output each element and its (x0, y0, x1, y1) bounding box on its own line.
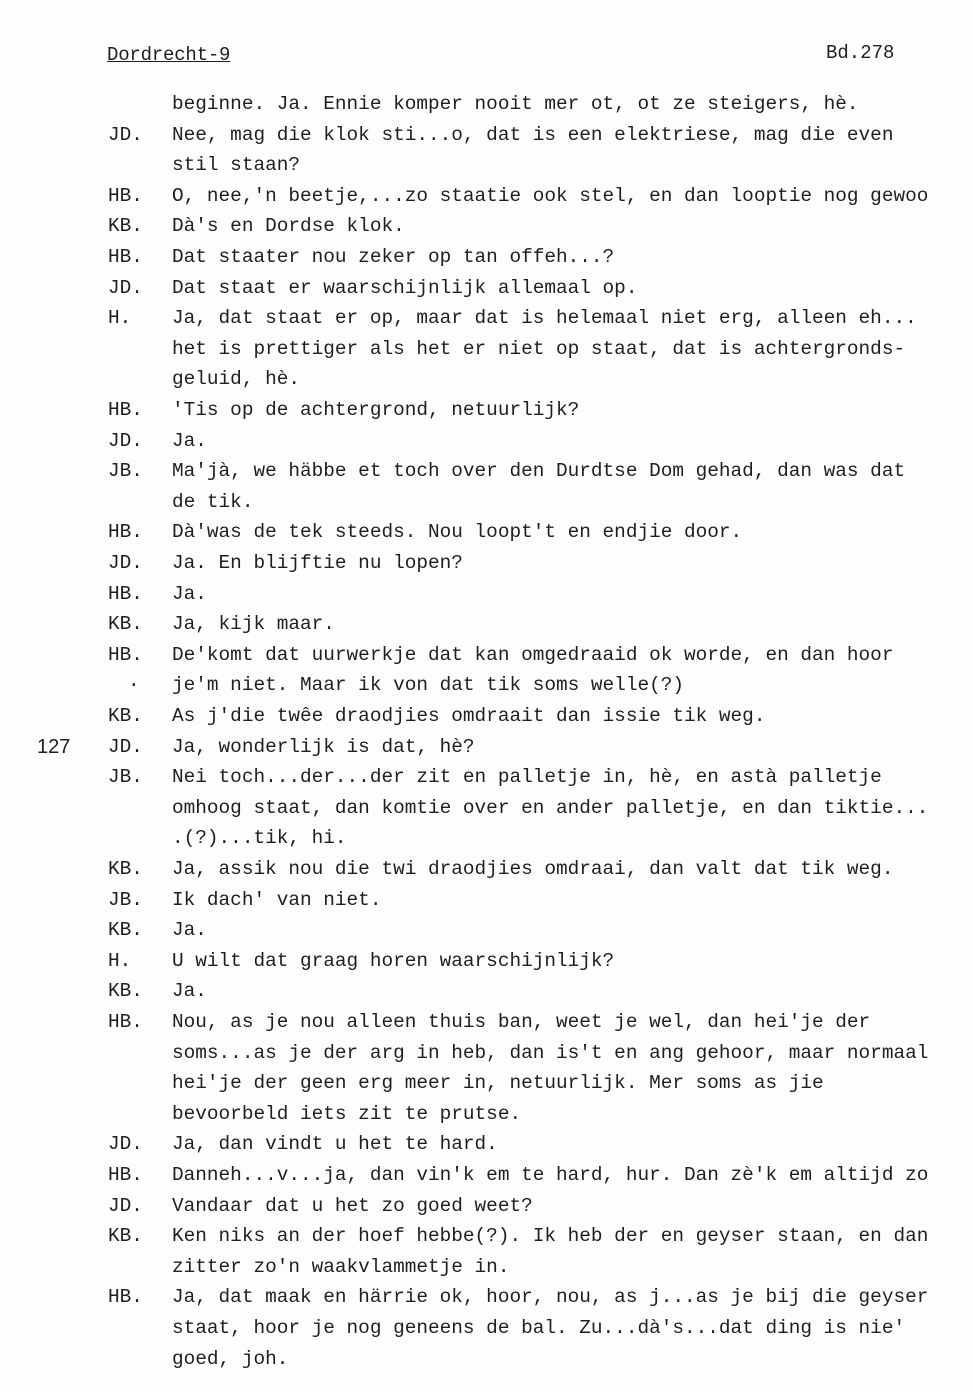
transcript-line (0, 430, 973, 460)
utterance-text: Ja. En blijftie nu lopen? (172, 552, 463, 574)
utterance-text: Ja. (172, 980, 207, 1003)
speaker-label: KB. (108, 858, 143, 880)
utterance-text: Ja, kijk maar. (172, 613, 335, 636)
margin-counter: 127 (37, 736, 71, 758)
transcript-line (0, 307, 973, 337)
transcript-line (0, 613, 973, 643)
transcript-line (0, 154, 973, 184)
transcript-line (0, 93, 973, 123)
utterance-text: Danneh...v...ja, dan vin'k em te hard, hur. Dan zè'k em altijd zo (172, 1164, 929, 1186)
utterance-text: Dat staat er waarschijnlijk allemaal op. (172, 276, 638, 299)
utterance-text: U wilt dat graag horen waarschijnlijk? (172, 949, 615, 972)
transcript-line (0, 950, 973, 980)
transcript-line (0, 460, 973, 490)
utterance-text: Nei toch...der...der zit en palletje in, hè, en astà palletje (172, 766, 882, 789)
transcript-line (0, 644, 973, 674)
utterance-text: zitter zo'n waakvlammetje in. (172, 1255, 510, 1278)
speaker-label: HB. (108, 643, 143, 666)
transcript-line (0, 185, 973, 215)
utterance-text: Ja, assik nou die twi draodjies omdraai, dan valt dat tik weg. (172, 858, 894, 880)
transcript-line (0, 1072, 973, 1102)
transcript-line (0, 1164, 973, 1194)
transcript-line (0, 491, 973, 521)
speaker-label: JB. (108, 888, 143, 911)
utterance-text: stil staan? (172, 154, 300, 177)
utterance-text: Ja. (172, 919, 207, 942)
speaker-label: JD. (108, 429, 143, 452)
utterance-text: geluid, hè. (172, 368, 300, 391)
utterance-text: Ja, dat staat er op, maar dat is helemaal niet erg, alleen eh... (172, 307, 917, 330)
utterance-text: Ja. (172, 582, 207, 605)
transcript-line (0, 124, 973, 154)
speaker-label: JD. (108, 552, 143, 574)
transcript-line (0, 338, 973, 368)
transcript-line (0, 215, 973, 245)
speaker-label: HB. (108, 184, 143, 207)
utterance-text: Dà'was de tek steeds. Nou loopt't en endjie door. (172, 521, 743, 544)
speaker-label: KB. (108, 613, 143, 636)
utterance-text: Dat staater nou zeker op tan offeh...? (172, 246, 615, 268)
utterance-text: het is prettiger als het er niet op staat, dat is achtergronds- (172, 337, 906, 360)
transcript-line (0, 705, 973, 735)
transcript-line (0, 521, 973, 551)
transcript-line (0, 246, 973, 276)
transcript-line (0, 736, 973, 766)
utterance-text: de tik. (172, 490, 254, 513)
transcript-line (0, 1225, 973, 1255)
speaker-label: HB. (108, 246, 143, 268)
speaker-label: JD. (108, 276, 143, 299)
utterance-text: Dà's en Dordse klok. (172, 215, 405, 238)
speaker-label: HB. (108, 582, 143, 605)
speaker-label: JB. (108, 460, 143, 483)
transcript-line (0, 919, 973, 949)
transcript-line (0, 1195, 973, 1225)
transcript-line (0, 277, 973, 307)
transcript-line (0, 827, 973, 857)
utterance-text: Nou, as je nou alleen thuis ban, weet je wel, dan hei'je der (172, 1011, 871, 1033)
utterance-text: Nee, mag die klok sti...o, dat is een elektriese, mag die even (172, 123, 894, 146)
page-number: Bd.278 (826, 42, 895, 64)
utterance-text: .(?)...tik, hi. (172, 827, 347, 850)
utterance-text: bevoorbeld iets zit te prutse. (172, 1102, 522, 1125)
utterance-text: Ken niks an der hoef hebbe(?). Ik heb der en geyser staan, en dan (172, 1225, 929, 1248)
utterance-text: soms...as je der arg in heb, dan is't en ang gehoor, maar normaal (172, 1041, 929, 1064)
transcript-line (0, 797, 973, 827)
speaker-label: JB. (108, 766, 143, 789)
transcript-line (0, 1011, 973, 1041)
transcript-line (0, 1103, 973, 1133)
speaker-label: HB. (108, 1011, 143, 1033)
document-title: Dordrecht-9 (107, 44, 231, 66)
utterance-text: je'm niet. Maar ik von dat tik soms welle(?) (172, 674, 684, 697)
speaker-label: JD. (108, 123, 143, 146)
speaker-label: KB. (108, 980, 143, 1003)
utterance-text: omhoog staat, dan komtie over en ander palletje, en dan tiktie... (172, 796, 929, 819)
transcript-line (0, 674, 973, 704)
utterance-text: Ja, dat maak en härrie ok, hoor, nou, as j...as je bij die geyser (172, 1286, 929, 1309)
transcript-line (0, 1348, 973, 1378)
utterance-text: staat, hoor je nog geneens de bal. Zu...dà's...dat ding is nie' (172, 1317, 906, 1339)
transcript-line (0, 889, 973, 919)
speaker-label: KB. (108, 705, 143, 727)
speaker-label: · (128, 674, 140, 697)
transcript-line (0, 1042, 973, 1072)
transcript-line (0, 552, 973, 582)
speaker-label: HB. (108, 521, 143, 544)
speaker-label: H. (108, 307, 132, 330)
utterance-text: goed, joh. (172, 1347, 289, 1370)
utterance-text: Ma'jà, we häbbe et toch over den Durdtse Dom gehad, dan was dat (172, 460, 906, 483)
utterance-text: Vandaar dat u het zo goed weet? (172, 1194, 533, 1217)
transcript-line (0, 766, 973, 796)
speaker-label: H. (108, 949, 132, 972)
speaker-label: KB. (108, 919, 143, 942)
transcript-line (0, 1133, 973, 1163)
utterance-text: beginne. Ja. Ennie komper nooit mer ot, ot ze steigers, hè. (172, 93, 859, 115)
speaker-label: HB. (108, 1164, 143, 1186)
transcript-line (0, 1286, 973, 1316)
speaker-label: HB. (108, 399, 143, 421)
speaker-label: JD. (108, 1194, 143, 1217)
utterance-text: 'Tis op de achtergrond, netuurlijk? (172, 399, 580, 421)
transcript-line (0, 583, 973, 613)
utterance-text: Ja. (172, 429, 207, 452)
utterance-text: De'komt dat uurwerkje dat kan omgedraaid ok worde, en dan hoor (172, 643, 894, 666)
transcript-line (0, 1317, 973, 1347)
transcript-line (0, 368, 973, 398)
transcript-line (0, 980, 973, 1010)
utterance-text: hei'je der geen erg meer in, netuurlijk. Mer soms as jie (172, 1072, 824, 1095)
speaker-label: KB. (108, 215, 143, 238)
speaker-label: JD. (108, 735, 143, 758)
speaker-label: KB. (108, 1225, 143, 1248)
utterance-text: Ja, wonderlijk is dat, hè? (172, 735, 475, 758)
speaker-label: JD. (108, 1133, 143, 1156)
speaker-label: HB. (108, 1286, 143, 1309)
transcript-line (0, 399, 973, 429)
utterance-text: Ja, dan vindt u het te hard. (172, 1133, 498, 1156)
utterance-text: O, nee,'n beetje,...zo staatie ook stel, en dan looptie nog gewoo (172, 184, 929, 207)
transcript-line (0, 858, 973, 888)
utterance-text: Ik dach' van niet. (172, 888, 382, 911)
transcript-line (0, 1256, 973, 1286)
utterance-text: As j'die twêe draodjies omdraait dan issie tik weg. (172, 705, 766, 727)
